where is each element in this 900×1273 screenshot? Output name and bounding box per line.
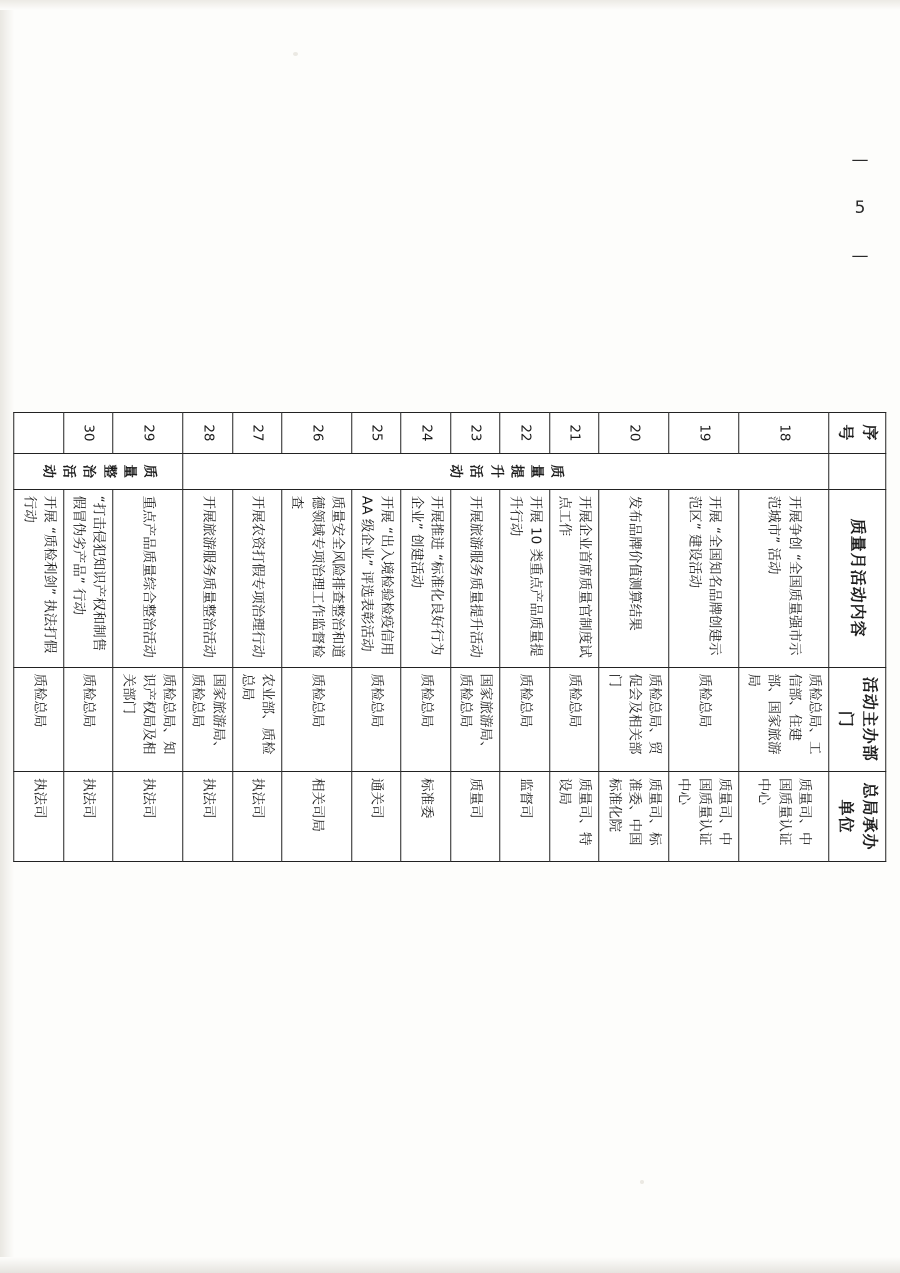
quality-month-activity-table — [14, 412, 887, 862]
cell-content: 重点产品质量综合整治活动 — [113, 489, 183, 667]
cell-content: 开展企业首席质量官制度试点工作 — [550, 489, 600, 667]
cell-sequence: 24 — [401, 412, 451, 453]
cell-host: 质检总局、知识产权局及相关部门 — [113, 667, 183, 771]
header-host-department: 活动主办部门 — [829, 667, 886, 771]
cell-unit: 执法司 — [64, 771, 114, 861]
cell-sequence: 20 — [599, 412, 669, 453]
scan-edge-bottom — [0, 1257, 900, 1273]
page-number: — 5 — — [850, 150, 870, 270]
cell-host: 质检总局 — [352, 667, 402, 771]
cell-unit: 质量司、中国质量认证中心 — [669, 771, 739, 861]
cell-host: 质检总局 — [550, 667, 600, 771]
scan-speck — [293, 52, 298, 56]
cell-sequence: 21 — [550, 412, 600, 453]
cell-unit: 监督司 — [500, 771, 550, 861]
cell-sequence: 28 — [183, 412, 233, 453]
cell-unit: 执法司 — [14, 771, 64, 861]
header-sequence: 序号 — [829, 412, 886, 453]
cell-content: 开展 “全国知名品牌创建示范区” 建设活动 — [669, 489, 739, 667]
cell-unit: 相关司局 — [282, 771, 352, 861]
cell-sequence: 23 — [451, 412, 501, 453]
cell-host: 国家旅游局、质检总局 — [451, 667, 501, 771]
cell-content: 开展旅游服务质量整治活动 — [183, 489, 233, 667]
cell-content: 开展争创 “全国质量强市示范城市” 活动 — [739, 489, 829, 667]
scan-edge-left — [0, 0, 14, 1273]
cell-host: 质检总局 — [64, 667, 114, 771]
cell-content: 质量安全风险排查整治和道德领域专项治理工作监督检查 — [282, 489, 352, 667]
header-group — [829, 453, 886, 489]
cell-host: 质检总局 — [401, 667, 451, 771]
cell-content: 发布品牌价值测算结果 — [599, 489, 669, 667]
cell-unit: 执法司 — [183, 771, 233, 861]
scan-speck — [640, 1180, 644, 1184]
table-row — [113, 412, 183, 861]
cell-host: 国家旅游局、质检总局 — [183, 667, 233, 771]
rotated-table-wrapper — [14, 412, 887, 862]
cell-group-quality-rectification: 质量整治活动 — [14, 453, 183, 489]
cell-unit: 质量司、中国质量认证中心 — [739, 771, 829, 861]
cell-sequence — [14, 412, 64, 453]
cell-host: 质检总局 — [282, 667, 352, 771]
table-row — [739, 412, 829, 861]
cell-host: 质检总局 — [669, 667, 739, 771]
cell-sequence: 18 — [739, 412, 829, 453]
cell-content: 开展推进 “标准化良好行为企业” 创建活动 — [401, 489, 451, 667]
cell-unit: 执法司 — [233, 771, 283, 861]
table-header-row — [829, 412, 886, 861]
cell-sequence: 22 — [500, 412, 550, 453]
cell-group-quality-improvement: 质量提升活动 — [183, 453, 829, 489]
cell-unit: 质量司、特设局 — [550, 771, 600, 861]
scan-edge-top — [0, 0, 900, 10]
cell-content: 开展 “质检利剑” 执法打假行动 — [14, 489, 64, 667]
cell-host: 质检总局、工信部、住建部、国家旅游局 — [739, 667, 829, 771]
cell-host: 农业部、质检总局 — [233, 667, 283, 771]
cell-unit: 质量司 — [451, 771, 501, 861]
cell-sequence: 26 — [282, 412, 352, 453]
cell-sequence: 30 — [64, 412, 114, 453]
cell-unit: 标准委 — [401, 771, 451, 861]
cell-unit: 质量司、标准委、中国标准化院 — [599, 771, 669, 861]
cell-content: 开展旅游服务质量提升活动 — [451, 489, 501, 667]
cell-sequence: 29 — [113, 412, 183, 453]
cell-sequence: 27 — [233, 412, 283, 453]
cell-host: 质检总局 — [14, 667, 64, 771]
header-content: 质量月活动内容 — [829, 489, 886, 667]
header-undertaking-unit: 总局承办单位 — [829, 771, 886, 861]
cell-unit: 执法司 — [113, 771, 183, 861]
cell-host: 质检总局、贸促会及相关部门 — [599, 667, 669, 771]
cell-content: 开展 “出入境检验检疫信用 AA 级企业” 评选表彰活动 — [352, 489, 402, 667]
cell-unit: 通关司 — [352, 771, 402, 861]
cell-sequence: 25 — [352, 412, 402, 453]
cell-content: “打击侵犯知识产权和制售假冒伪劣产品” 行动 — [64, 489, 114, 667]
cell-content: 开展 10 类重点产品质量提升行动 — [500, 489, 550, 667]
cell-content: 开展农资打假专项治理行动 — [233, 489, 283, 667]
cell-sequence: 19 — [669, 412, 739, 453]
cell-host: 质检总局 — [500, 667, 550, 771]
